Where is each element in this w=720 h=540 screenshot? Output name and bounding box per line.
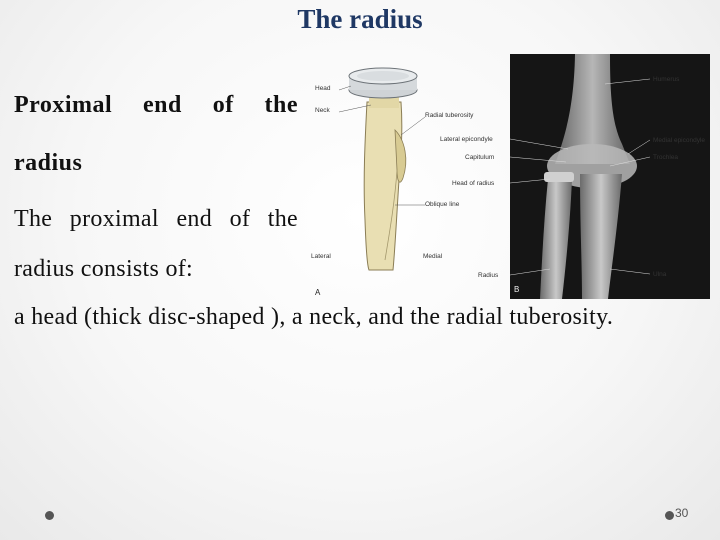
label-capitulum: Capitulum bbox=[465, 154, 495, 161]
label-head: Head bbox=[315, 85, 331, 92]
label-medial: Medial bbox=[423, 253, 443, 260]
label-radius: Radius bbox=[478, 272, 499, 279]
footer-bullet-left bbox=[45, 511, 54, 520]
label-head-of-radius: Head of radius bbox=[452, 180, 495, 187]
left-text-column bbox=[14, 76, 298, 294]
page-number: 30 bbox=[675, 506, 689, 520]
label-trochlea: Trochlea bbox=[653, 154, 679, 161]
label-neck: Neck bbox=[315, 107, 330, 114]
xray-drawing bbox=[510, 54, 710, 299]
section-heading: Proximal end of the radius bbox=[14, 92, 298, 176]
slide-title: The radius bbox=[297, 4, 423, 34]
figure-letter-a: A bbox=[315, 288, 321, 297]
label-radial-tuberosity: Radial tuberosity bbox=[425, 112, 474, 119]
intro-paragraph: The proximal end of the radius consists of: bbox=[14, 206, 298, 282]
label-lateral-epicondyle: Lateral epicondyle bbox=[440, 136, 493, 143]
footer-bullet-right bbox=[665, 511, 674, 520]
label-ulna: Ulna bbox=[653, 271, 667, 278]
body-paragraph: a head (thick disc-shaped ), a neck, and the radial tuberosity. bbox=[14, 304, 614, 330]
label-humerus: Humerus bbox=[653, 76, 680, 83]
label-lateral: Lateral bbox=[311, 253, 331, 260]
figure-letter-b: B bbox=[514, 285, 520, 294]
elbow-xray bbox=[510, 54, 710, 299]
label-oblique-line: Oblique line bbox=[425, 201, 460, 208]
label-medial-epicondyle: Medial epicondyle bbox=[653, 137, 706, 144]
